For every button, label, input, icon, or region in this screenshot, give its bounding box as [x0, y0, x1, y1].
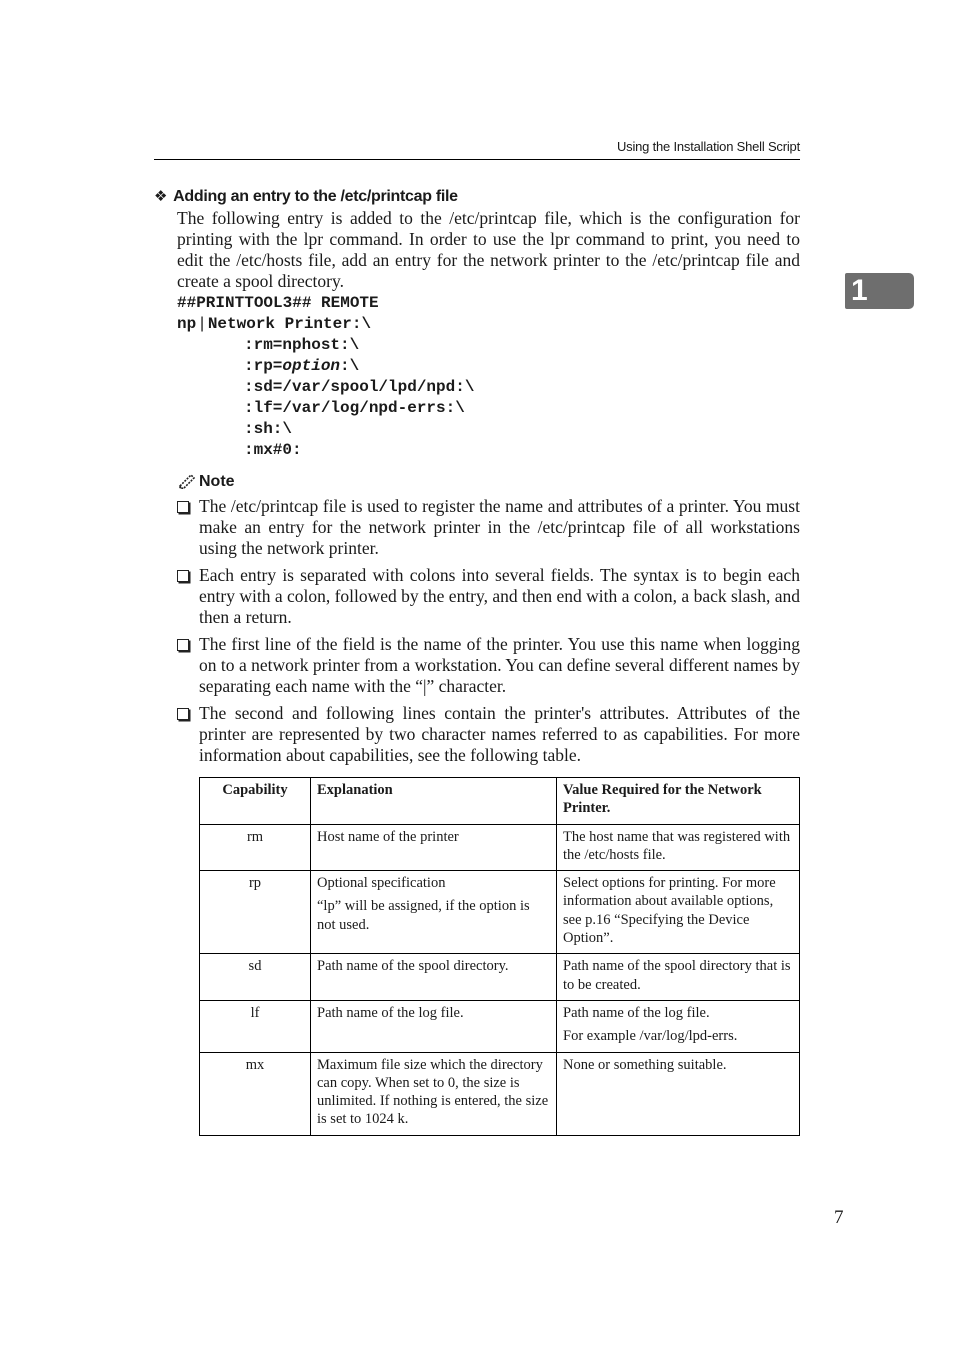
table-cell-explanation — [311, 1000, 557, 1052]
header-rule — [154, 159, 800, 160]
code-line: :mx#0: — [244, 441, 302, 459]
table-row — [200, 954, 800, 1001]
code-line: :sd=/var/spool/lpd/npd:\ — [244, 378, 475, 396]
code-separator: | — [197, 315, 207, 333]
note-heading-text: Note — [199, 473, 235, 490]
cell-paragraph: Path name of the spool directory. — [317, 958, 509, 975]
note-item-text: Each entry is separated with colons into several fields. The syntax is to begin each entry with a colon, followed by the entry, and then end with a colon, a back slash, and then a return. — [199, 565, 800, 627]
section-title-text: Adding an entry to the /etc/printcap file — [173, 188, 458, 205]
table-cell-capability: rm — [200, 824, 311, 871]
code-line: :lf=/var/log/npd-errs:\ — [244, 399, 465, 417]
table-cell-explanation — [311, 954, 557, 1001]
code-placeholder: option — [282, 357, 341, 375]
cell-paragraph: For example /var/log/lpd-errs. — [563, 1028, 738, 1045]
pencil-icon — [177, 472, 197, 489]
table-header: Explanation — [311, 778, 557, 825]
capabilities-table — [199, 777, 800, 1136]
code-text: :\ — [340, 357, 360, 375]
note-item — [177, 703, 800, 766]
cell-paragraph: Path name of the log file. — [563, 1004, 710, 1021]
checkbox-bullet-icon — [177, 708, 189, 720]
code-printer-name: np — [177, 315, 197, 333]
table-cell-value — [557, 1000, 800, 1052]
cell-paragraph: Optional specification — [317, 875, 446, 892]
note-item-text: The /etc/printcap file is used to register the name and attributes of a printer. You must make an entry for the network printer in the /etc/printcap file of all workstations using the network printer. — [199, 496, 800, 558]
table-header: Capability — [200, 778, 311, 825]
note-heading — [177, 472, 235, 491]
table-cell-capability: sd — [200, 954, 311, 1001]
cell-paragraph: Path name of the spool directory that is to be created. — [563, 958, 791, 993]
checkbox-bullet-icon — [177, 639, 189, 651]
table-header: Value Required for the Network Printer. — [557, 778, 800, 825]
cell-paragraph: The host name that was registered with the /etc/hosts file. — [563, 828, 791, 863]
table-row — [200, 1000, 800, 1052]
table-cell-explanation — [311, 871, 557, 954]
note-list — [177, 496, 800, 772]
section-title — [154, 187, 458, 206]
note-item-text: The first line of the field is the name of the printer. You use this name when logging on to a network printer from a workstation. You can define several different names by separating each name with the “|” character. — [199, 634, 800, 696]
chapter-tab: 1 — [845, 273, 914, 309]
table-row — [200, 1052, 800, 1135]
note-item — [177, 634, 800, 697]
code-line: :rm=nphost:\ — [244, 336, 360, 354]
code-line — [177, 356, 474, 377]
table-cell-capability: mx — [200, 1052, 311, 1135]
note-item — [177, 496, 800, 559]
printcap-code-block — [177, 293, 474, 461]
code-line: ##PRINTTOOL3## REMOTE — [177, 294, 379, 312]
cell-paragraph: Select options for printing. For more information about available options, see p.16 “Specifying the Device Option”. — [563, 875, 776, 947]
cell-paragraph: Host name of the printer — [317, 828, 459, 845]
table-cell-capability: rp — [200, 871, 311, 954]
table-cell-value — [557, 954, 800, 1001]
table-row — [200, 871, 800, 954]
code-line — [177, 314, 474, 335]
table-header-row — [200, 778, 800, 825]
note-item — [177, 565, 800, 628]
table-cell-value — [557, 871, 800, 954]
cell-paragraph: None or something suitable. — [563, 1056, 727, 1073]
code-text: :rp= — [244, 357, 283, 375]
code-line: :sh:\ — [244, 420, 293, 438]
table-cell-value — [557, 1052, 800, 1135]
running-head: Using the Installation Shell Script — [616, 139, 800, 154]
cell-paragraph: Maximum file size which the directory can copy. When set to 0, the size is unlimited. If nothing is entered, the size is set to 1024 k. — [317, 1056, 549, 1128]
section-body: The following entry is added to the /etc/printcap file, which is the configuration for printing with the lpr command. In order to use the lpr command to print, you need to edit the /etc/hosts file, add an entry for the network printer to the /etc/printcap file and create a spool directory. — [177, 208, 800, 291]
table-cell-capability: lf — [200, 1000, 311, 1052]
table-row — [200, 824, 800, 871]
table-cell-value — [557, 824, 800, 871]
diamond-bullet-icon: ❖ — [154, 188, 168, 205]
cell-paragraph: “lp” will be assigned, if the option is not used. — [317, 898, 530, 933]
cell-paragraph: Path name of the log file. — [317, 1004, 464, 1021]
code-printer-alias: Network Printer:\ — [207, 315, 372, 333]
page-number: 7 — [834, 1207, 844, 1228]
table-cell-explanation — [311, 1052, 557, 1135]
note-item-text: The second and following lines contain the printer's attributes. Attributes of the printer are represented by two character names referred to as capabilities. For more information about capabilities, see the following table. — [199, 703, 800, 765]
checkbox-bullet-icon — [177, 570, 189, 582]
table-cell-explanation — [311, 824, 557, 871]
checkbox-bullet-icon — [177, 501, 189, 513]
